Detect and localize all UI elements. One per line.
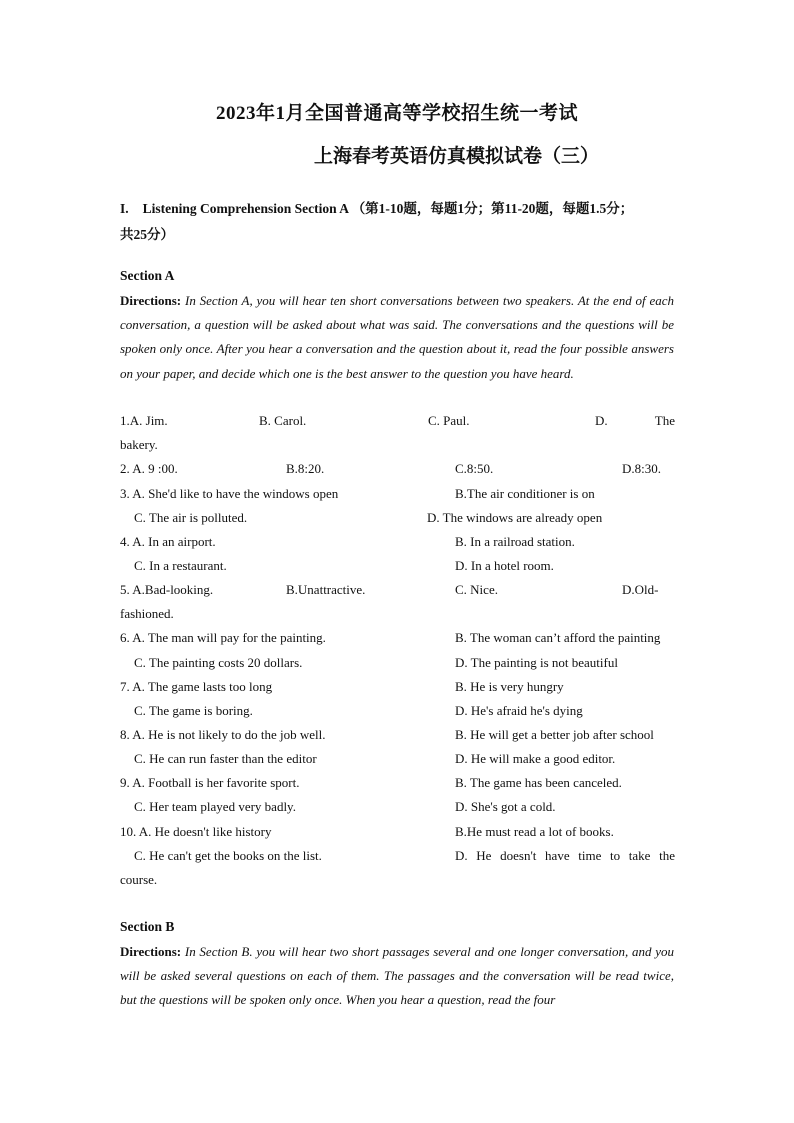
exam-subtitle: 上海春考英语仿真模拟试卷（三） (314, 146, 600, 167)
question-10-cont (120, 844, 680, 868)
option-b: B. The game has been canceled. (455, 775, 622, 790)
option-d: D. In a hotel room. (455, 558, 554, 573)
option-d: D. He will make a good editor. (455, 751, 616, 766)
option-b: B.8:20. (286, 461, 325, 476)
question-1 (120, 409, 680, 433)
question-3 (120, 482, 680, 506)
option-a: 8. A. He is not likely to do the job well. (120, 727, 326, 742)
directions-text: In Section B. you will hear two short passages several and one longer conversation, and you will be asked several questions on each of them. The passages and the conversation will be read twice, but the questions will be spoken only once. When you hear a question, read the four (120, 944, 675, 1008)
option-b: B.Unattractive. (286, 582, 366, 597)
option-a: 10. A. He doesn't like history (120, 824, 272, 839)
part-scoring-cont: 共25分） (120, 227, 174, 242)
option-c: C. He can't get the books on the list. (134, 848, 322, 863)
question-4 (120, 530, 680, 554)
directions-label: Directions: (120, 293, 182, 308)
section-a-label: Section A (120, 268, 175, 283)
option-c: C. Her team played very badly. (134, 799, 296, 814)
option-d (595, 409, 675, 433)
question-3-cont (120, 506, 680, 530)
option-c: C. Nice. (455, 582, 498, 597)
part-title: Listening Comprehension Section A (142, 201, 349, 216)
question-8 (120, 723, 680, 747)
option-b: B. In a railroad station. (455, 534, 575, 549)
option-b: B.The air conditioner is on (455, 486, 595, 501)
option-c: C. Paul. (428, 413, 470, 428)
option-c: C. The game is boring. (134, 703, 253, 718)
option-a: 3. A. She'd like to have the windows open (120, 486, 339, 501)
exam-title: 2023年1月全国普通高等学校招生统一考试 (215, 103, 578, 124)
option-d-letter: D. (595, 413, 608, 428)
question-6 (120, 626, 680, 650)
part-heading (120, 196, 680, 248)
question-1-wrap: bakery. (120, 437, 158, 452)
question-9-cont (120, 795, 680, 819)
question-7-cont (120, 699, 680, 723)
option-b: B. The woman can’t afford the painting (455, 630, 661, 645)
part-number: I. (120, 201, 129, 216)
section-a-directions (120, 289, 674, 386)
option-d: D.Old- (622, 582, 659, 597)
option-c: C. The painting costs 20 dollars. (134, 655, 303, 670)
option-a: 9. A. Football is her favorite sport. (120, 775, 300, 790)
question-8-cont (120, 747, 680, 771)
option-c: C. He can run faster than the editor (134, 751, 317, 766)
directions-label: Directions: (120, 944, 182, 959)
option-d: D. The windows are already open (427, 510, 603, 525)
question-10-wrap: course. (120, 872, 158, 887)
option-d: D. He's afraid he's dying (455, 703, 583, 718)
option-a: 7. A. The game lasts too long (120, 679, 273, 694)
option-a: 6. A. The man will pay for the painting. (120, 630, 326, 645)
question-9 (120, 771, 680, 795)
question-4-cont (120, 554, 680, 578)
question-10 (120, 820, 680, 844)
question-6-cont (120, 651, 680, 675)
part-scoring: （第1-10题，每题1分；第11-20题，每题1.5分； (351, 201, 634, 216)
option-b: B. He is very hungry (455, 679, 564, 694)
question-5 (120, 578, 680, 602)
option-d: D. She's got a cold. (455, 799, 556, 814)
option-d: D. He doesn't have time to take the (455, 848, 675, 863)
option-d: D. The painting is not beautiful (455, 655, 618, 670)
option-a: 4. A. In an airport. (120, 534, 216, 549)
option-b: B. He will get a better job after school (455, 727, 654, 742)
option-c: C.8:50. (455, 461, 494, 476)
option-a: 1.A. Jim. (120, 413, 168, 428)
option-d-text: The (654, 413, 675, 428)
question-5-wrap: fashioned. (120, 606, 174, 621)
option-d: D.8:30. (622, 461, 661, 476)
option-c: C. In a restaurant. (134, 558, 227, 573)
directions-text: In Section A, you will hear ten short conversations between two speakers. At the end of each conversation, a question will be asked about what was said. The conversations and the questions will be spoken only once. After you hear a conversation and the question about it, read the four possible answers on your paper, and decide which one is the best answer to the question you have heard. (120, 293, 675, 381)
section-b-label: Section B (120, 919, 175, 934)
question-2 (120, 457, 680, 481)
option-a: 5. A.Bad-looking. (120, 582, 214, 597)
question-7 (120, 675, 680, 699)
section-b-directions (120, 940, 674, 1013)
option-c: C. The air is polluted. (134, 510, 248, 525)
option-b: B.He must read a lot of books. (455, 824, 614, 839)
option-a: 2. A. 9 :00. (120, 461, 178, 476)
option-b: B. Carol. (259, 413, 307, 428)
